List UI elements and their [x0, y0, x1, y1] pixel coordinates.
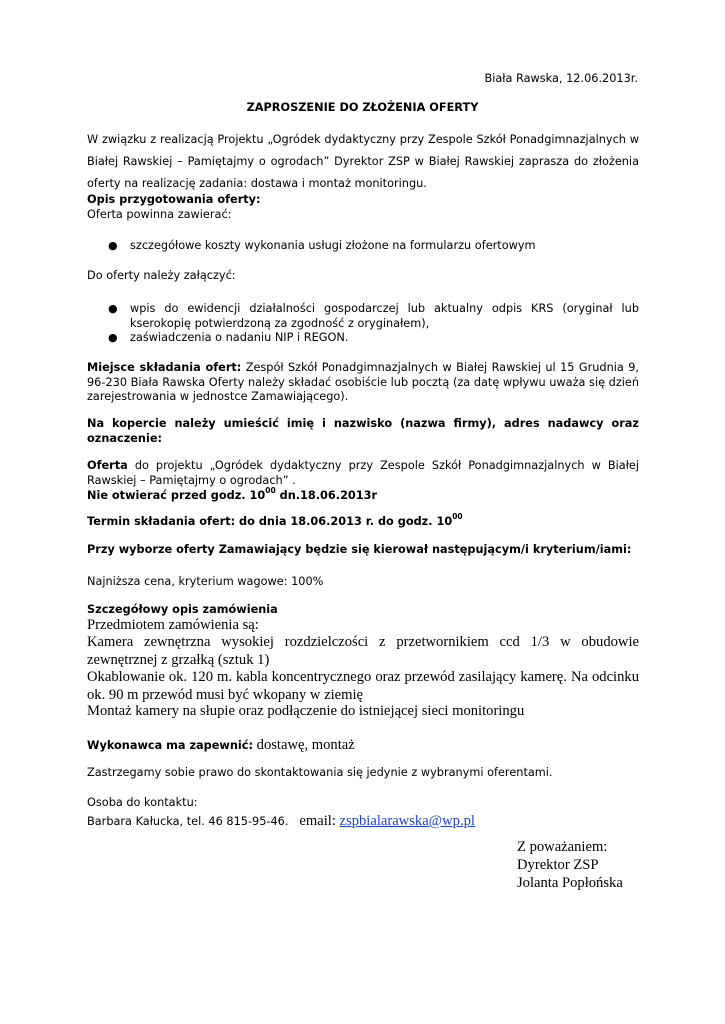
preparation-section: [87, 193, 639, 222]
no-open-line: [87, 486, 639, 504]
document-title: ZAPROSZENIE DO ZŁOŻENIA OFERTY: [246, 101, 479, 114]
document-date: Biała Rawska, 12.06.2013r.: [484, 72, 638, 85]
list-item: [87, 239, 639, 254]
criteria-line: Najniższa cena, kryterium wagowe: 100%: [87, 575, 324, 588]
contact-line: [87, 810, 639, 831]
list-item: [87, 302, 639, 331]
contractor-text: dostawę, montaż: [253, 737, 355, 753]
envelope-paragraph: Na kopercie należy umieścić imię i nazwisko (nazwa firmy), adres nadawcy oraz oznaczenie:: [87, 417, 639, 445]
contractor-label: Wykonawca ma zapewnić:: [87, 739, 253, 752]
deadline-sup: 00: [452, 512, 463, 522]
no-open-sup: 00: [265, 486, 276, 496]
signature-role: Dyrektor ZSP: [517, 856, 599, 873]
preparation-line: Oferta powinna zawierać:: [87, 207, 232, 221]
contractor-line: [87, 734, 639, 755]
signature-greeting: Z poważaniem:: [517, 839, 608, 855]
list-item-text: szczegółowe koszty wykonania usługi złożone na formularzu ofertowym: [130, 239, 536, 252]
no-open-date: dn.18.06.2013r: [275, 489, 378, 502]
offer-label: Oferta: [87, 459, 128, 472]
reserve-line: Zastrzegamy sobie prawo do skontaktowania się jedynie z wybranymi oferentami.: [87, 766, 553, 779]
place-label: Miejsce składania ofert:: [87, 361, 242, 374]
contact-heading: Osoba do kontaktu:: [87, 796, 198, 809]
bullet-icon: ●: [108, 302, 118, 315]
offer-paragraph: [87, 459, 639, 488]
deadline-line: [87, 512, 639, 530]
order-cabling: Okablowanie ok. 120 m. kabla koncentrycznego oraz przewód zasilający kamerę. Na odcinku ok. 90 m przewód musi być wkopany w ziemię: [87, 669, 639, 703]
email-link[interactable]: zspbialarawska@wp.pl: [339, 813, 475, 829]
list-item-text: zaświadczenia o nadaniu NIP i REGON.: [130, 331, 349, 344]
criteria-heading: Przy wyborze oferty Zamawiający będzie się kierował następującym/i kryterium/iami:: [87, 543, 632, 556]
email-label: email:: [288, 813, 340, 829]
intro-paragraph: W związku z realizacją Projektu „Ogródek dydaktyczny przy Zespole Szkół Ponadgimnazjalnych w Białej Rawskiej – Pamiętajmy o ogrodach” Dyrektor ZSP w Białej Rawskiej zaprasza do złożenia oferty na realizację zadania: dostawa i montaż monitoringu.: [87, 133, 639, 190]
preparation-heading: Opis przygotowania oferty:: [87, 193, 261, 206]
bullet-icon: ●: [108, 239, 118, 252]
bullet-icon: ●: [108, 331, 118, 344]
signature-name: Jolanta Popłońska: [517, 874, 623, 891]
order-mounting: Montaż kamery na słupie oraz podłączenie do istniejącej sieci monitoringu: [87, 703, 525, 719]
preparation-list: [87, 239, 639, 254]
signature-block: [517, 839, 623, 892]
place-text: Zespół Szkół Ponadgimnazjalnych w Białej Rawskiej ul 15 Grudnia 9, 96-230 Biała Rawska Oferty należy składać osobiście lub pocztą (za datę wpływu uważa się dzień zarejestrowania w jednostce Zamawiającego).: [87, 361, 639, 403]
attachments-line: Do oferty należy załączyć:: [87, 269, 236, 282]
attachments-list: [87, 302, 639, 346]
place-paragraph: [87, 361, 639, 405]
order-camera: Kamera zewnętrzna wysokiej rozdzielczości z przetwornikiem ccd 1/3 w obudowie zewnętrznej z grzałką (sztuk 1): [87, 634, 639, 668]
offer-text: do projektu „Ogródek dydaktyczny przy Zespole Szkół Ponadgimnazjalnych w Białej Rawskiej – Pamiętajmy o ogrodach” .: [87, 459, 639, 487]
list-item-text: wpis do ewidencji działalności gospodarczej lub aktualny odpis KRS (oryginał lub kserokopię potwierdzoną za zgodność z oryginałem),: [130, 302, 639, 330]
deadline-text: Termin składania ofert: do dnia 18.06.2013 r. do godz. 10: [87, 515, 453, 528]
list-item: [87, 331, 639, 346]
order-heading: Szczegółowy opis zamówienia: [87, 603, 278, 616]
contact-person: Barbara Kałucka, tel. 46 815-95-46.: [87, 815, 289, 828]
no-open-text: Nie otwierać przed godz. 10: [87, 489, 266, 502]
order-subject: Przedmiotem zamówienia są:: [87, 617, 259, 633]
